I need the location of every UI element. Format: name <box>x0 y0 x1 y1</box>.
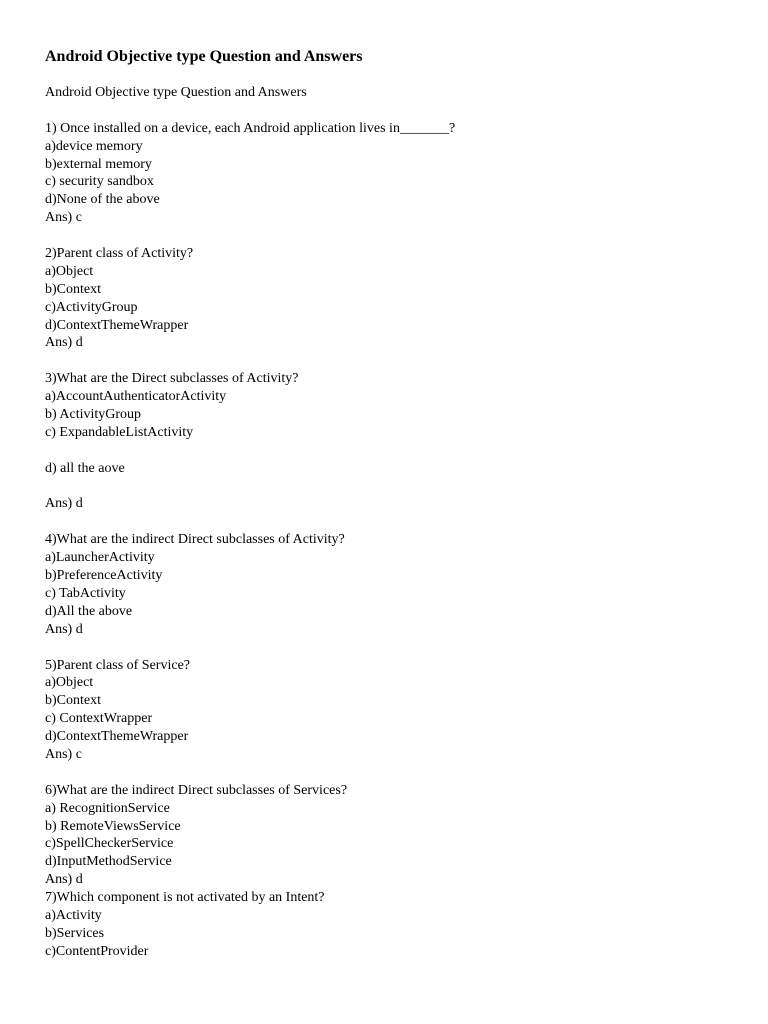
answer-line: Ans) c <box>45 746 82 762</box>
option-line: a)Activity <box>45 907 102 923</box>
option-line: b) ActivityGroup <box>45 407 142 423</box>
question-line: 7)Which component is not activated by an Intent? <box>45 890 325 906</box>
document-body <box>45 84 745 961</box>
question-line: 5)Parent class of Service? <box>45 657 190 673</box>
answer-line: Ans) d <box>45 335 83 351</box>
question-line: 2)Parent class of Activity? <box>45 246 194 262</box>
blank-line <box>45 764 745 782</box>
answer-line: Ans) d <box>45 621 83 637</box>
option-line: d)InputMethodService <box>45 854 172 870</box>
option-line: c) ContextWrapper <box>45 711 153 727</box>
option-line: a)LauncherActivity <box>45 550 155 566</box>
option-line: a)Object <box>45 675 94 691</box>
blank-line <box>45 442 745 460</box>
option-line: a)Object <box>45 263 94 279</box>
option-line: c)SpellCheckerService <box>45 836 174 852</box>
blank-line <box>45 639 745 657</box>
option-line: b)Context <box>45 281 101 297</box>
question-line: 1) Once installed on a device, each Android application lives in_______? <box>45 120 456 136</box>
document-page <box>45 46 745 961</box>
document-subtitle: Android Objective type Question and Answers <box>45 85 307 100</box>
option-line: a) RecognitionService <box>45 800 170 816</box>
answer-line: Ans) d <box>45 872 83 888</box>
option-line: b)Context <box>45 693 101 709</box>
question-line: 3)What are the Direct subclasses of Activity? <box>45 371 299 387</box>
option-line: d)ContextThemeWrapper <box>45 729 189 745</box>
option-line: b)PreferenceActivity <box>45 568 163 584</box>
option-line: d) all the aove <box>45 460 125 476</box>
blank-line <box>45 352 745 370</box>
blank-line <box>45 227 745 245</box>
option-line: c)ActivityGroup <box>45 299 138 315</box>
answer-line: Ans) c <box>45 210 82 226</box>
option-line: a)device memory <box>45 138 143 154</box>
question-line: 6)What are the indirect Direct subclasses of Services? <box>45 782 348 798</box>
option-line: c)ContentProvider <box>45 943 149 959</box>
blank-line <box>45 102 745 120</box>
document-heading: Android Objective type Question and Answers <box>45 48 363 65</box>
option-line: c) ExpandableListActivity <box>45 424 194 440</box>
option-line: c) security sandbox <box>45 174 154 190</box>
question-line: 4)What are the indirect Direct subclasses of Activity? <box>45 532 345 548</box>
option-line: b)external memory <box>45 156 152 172</box>
option-line: d)ContextThemeWrapper <box>45 317 189 333</box>
option-line: b) RemoteViewsService <box>45 818 181 834</box>
blank-line <box>45 478 745 496</box>
option-line: b)Services <box>45 925 105 941</box>
blank-line <box>45 513 745 531</box>
answer-line: Ans) d <box>45 496 83 512</box>
option-line: d)None of the above <box>45 192 160 208</box>
option-line: c) TabActivity <box>45 585 126 601</box>
option-line: d)All the above <box>45 603 133 619</box>
option-line: a)AccountAuthenticatorActivity <box>45 389 227 405</box>
